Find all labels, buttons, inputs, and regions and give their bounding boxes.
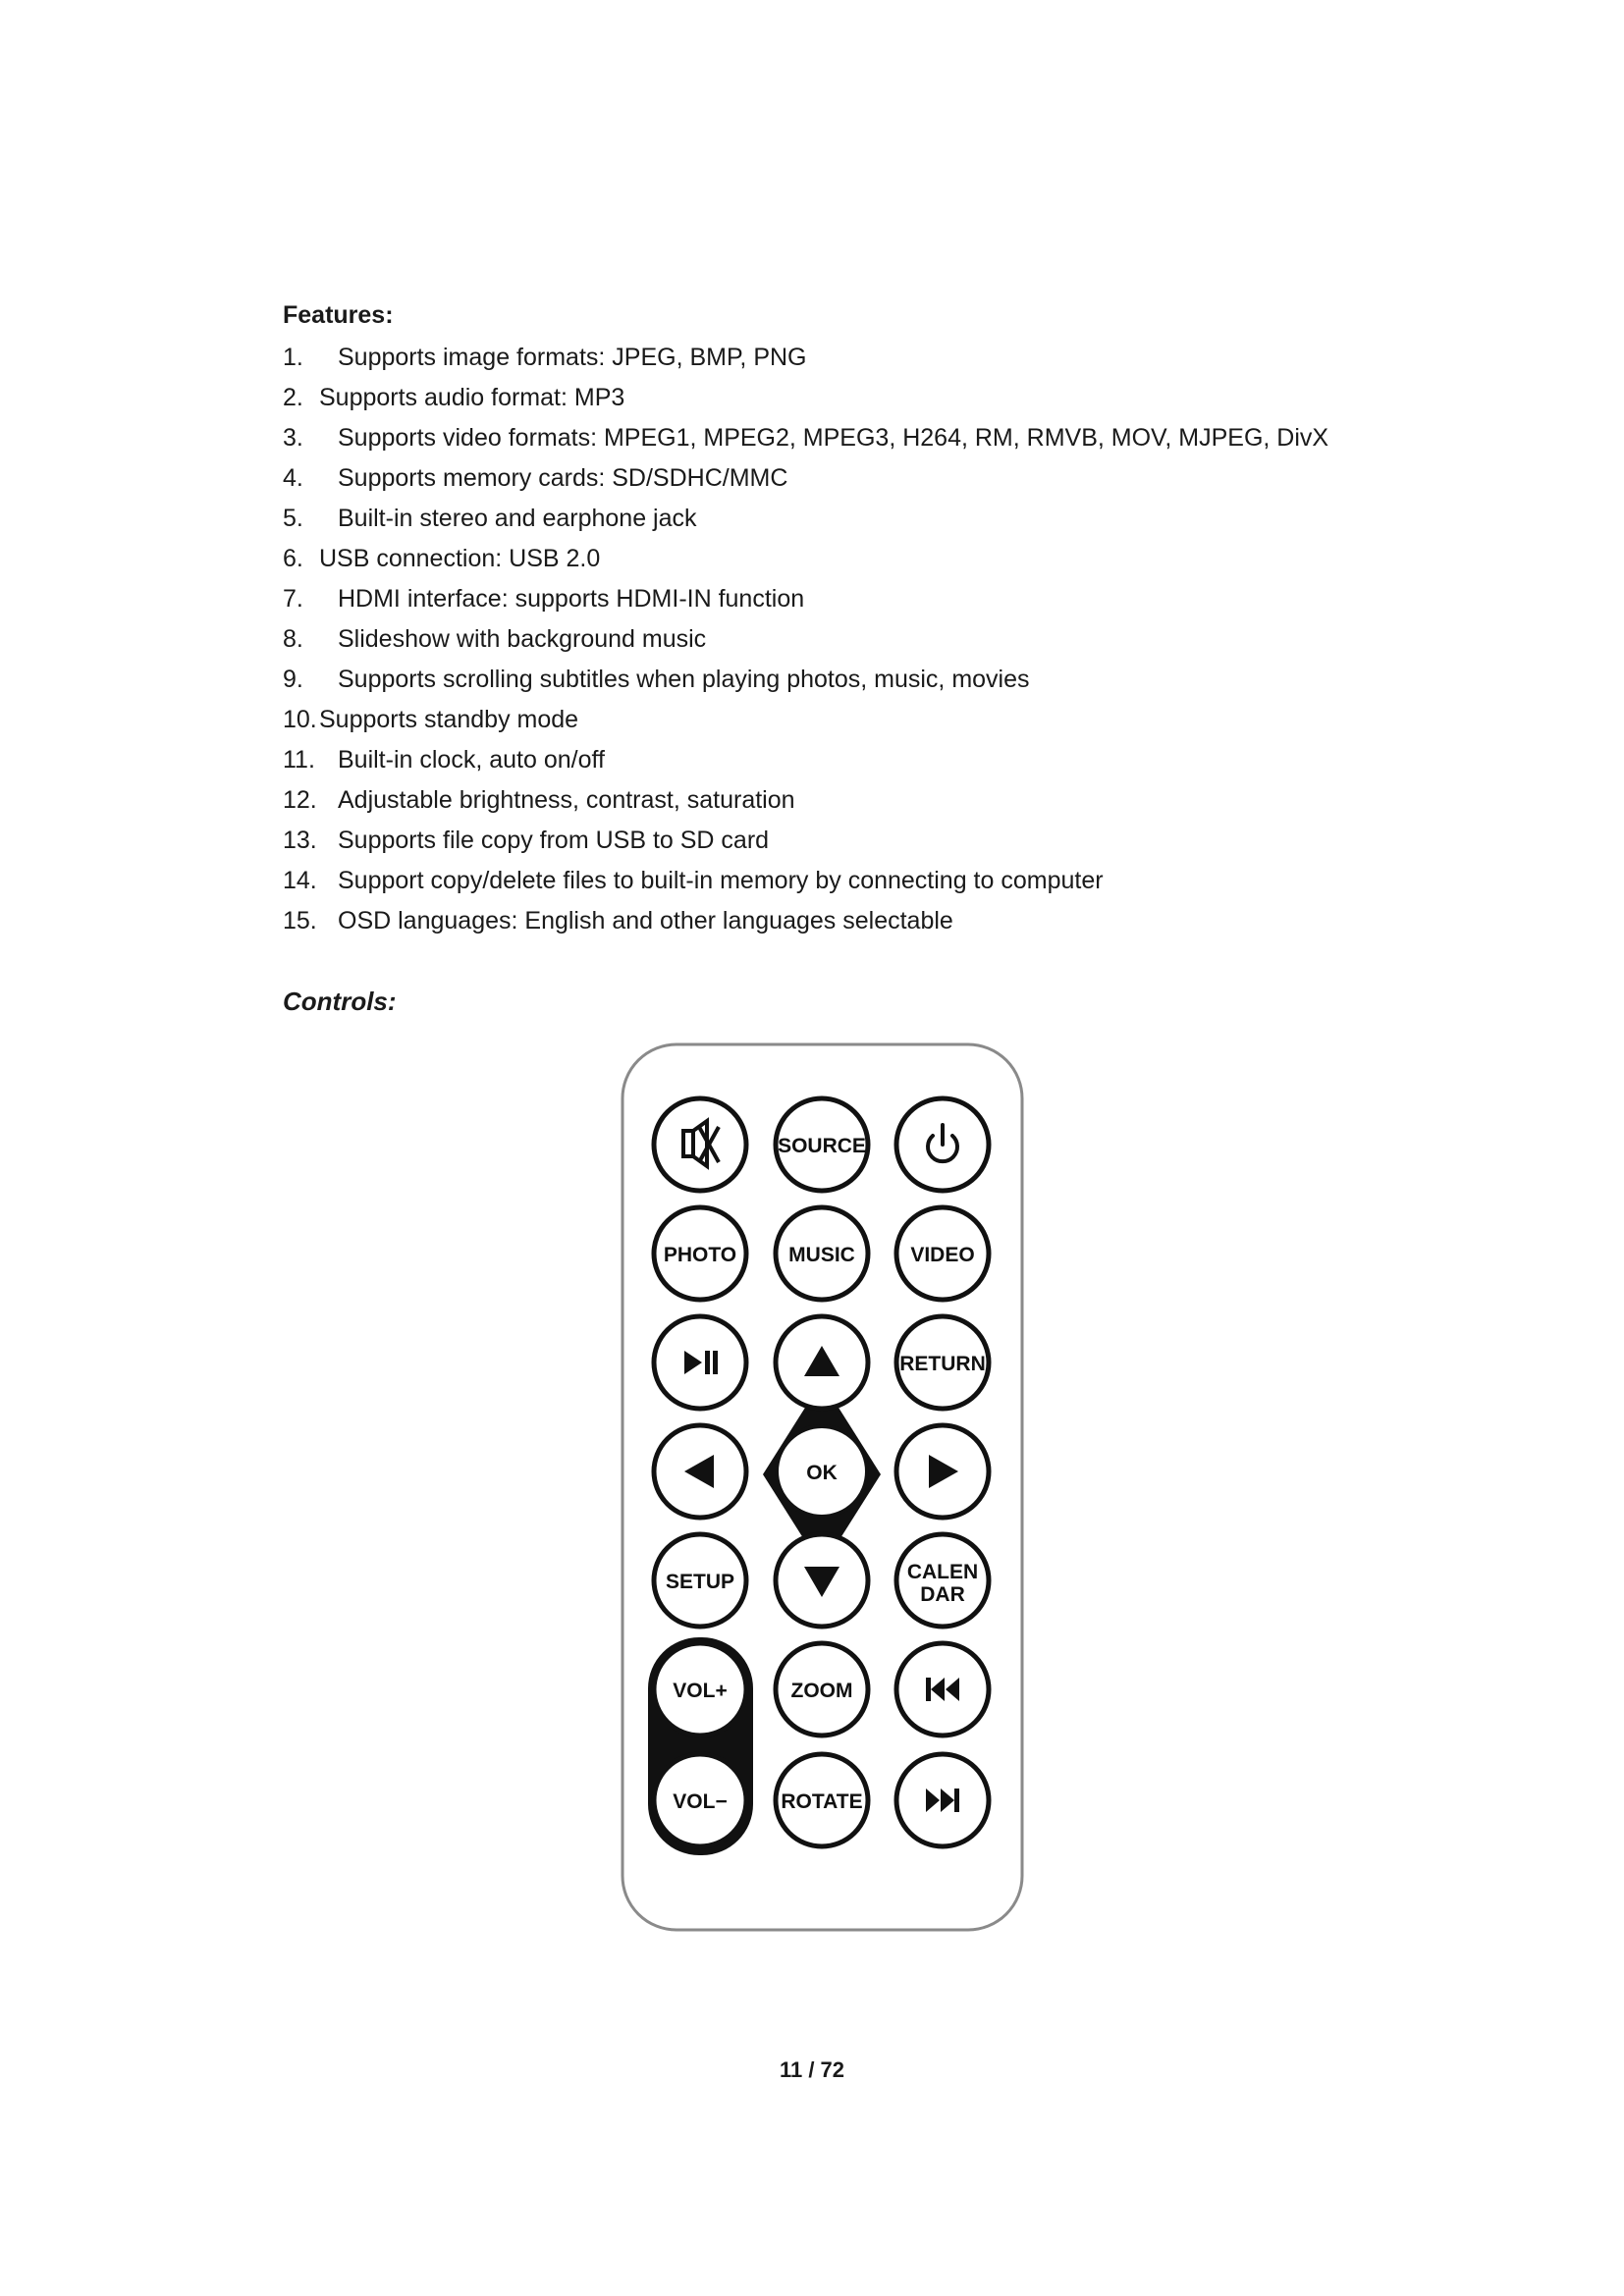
list-item-number: 14. xyxy=(283,867,317,894)
list-item-text: Built-in clock, auto on/off xyxy=(338,746,605,774)
list-item-text: Support copy/delete files to built-in memory by connecting to computer xyxy=(338,867,1104,894)
list-item xyxy=(283,903,1328,943)
video-button[interactable] xyxy=(896,1207,989,1300)
page-number: 11 / 72 xyxy=(779,2057,845,2082)
music-label: MUSIC xyxy=(788,1244,855,1266)
list-item xyxy=(283,702,1328,742)
list-item xyxy=(283,581,1328,621)
list-item-text: Adjustable brightness, contrast, saturation xyxy=(338,786,795,814)
list-item xyxy=(283,380,1328,420)
list-item-text: Supports scrolling subtitles when playing photos, music, movies xyxy=(338,666,1030,693)
list-item-number: 10. xyxy=(283,706,317,733)
volume-down-button[interactable] xyxy=(654,1754,746,1846)
down-button[interactable] xyxy=(776,1534,868,1627)
list-item xyxy=(283,823,1328,863)
list-item xyxy=(283,742,1328,782)
list-item-text: Supports audio format: MP3 xyxy=(319,384,625,411)
photo-button[interactable] xyxy=(654,1207,746,1300)
return-button[interactable] xyxy=(896,1316,989,1409)
list-item xyxy=(283,460,1328,501)
zoom-button[interactable] xyxy=(776,1643,868,1735)
list-item-number: 4. xyxy=(283,464,303,492)
list-item-number: 2. xyxy=(283,384,303,411)
source-button[interactable] xyxy=(776,1098,868,1191)
volume-up-label: VOL+ xyxy=(673,1680,728,1702)
list-item-text: OSD languages: English and other languages selectable xyxy=(338,907,953,934)
list-item xyxy=(283,782,1328,823)
features-list xyxy=(283,340,1328,943)
features-heading: Features: xyxy=(283,301,394,329)
list-item-number: 5. xyxy=(283,505,303,532)
list-item-number: 11. xyxy=(283,746,315,774)
previous-button[interactable] xyxy=(896,1643,989,1735)
rotate-button[interactable] xyxy=(776,1754,868,1846)
remote-control-illustration xyxy=(621,1042,1024,1932)
volume-up-button[interactable] xyxy=(654,1643,746,1735)
list-item-number: 15. xyxy=(283,907,317,934)
music-button[interactable] xyxy=(776,1207,868,1300)
mute-button[interactable] xyxy=(654,1098,746,1191)
power-button[interactable] xyxy=(896,1098,989,1191)
play-pause-button[interactable] xyxy=(654,1316,746,1409)
source-label: SOURCE xyxy=(778,1135,866,1157)
list-item-number: 7. xyxy=(283,585,303,613)
zoom-label: ZOOM xyxy=(790,1680,853,1702)
list-item-number: 12. xyxy=(283,786,317,814)
left-button[interactable] xyxy=(654,1425,746,1518)
calendar-label-line2: DAR xyxy=(920,1583,965,1606)
list-item-text: HDMI interface: supports HDMI-IN function xyxy=(338,585,805,613)
list-item xyxy=(283,420,1328,460)
ok-label: OK xyxy=(806,1462,838,1484)
video-label: VIDEO xyxy=(910,1244,975,1266)
list-item-text: Supports file copy from USB to SD card xyxy=(338,827,770,854)
list-item xyxy=(283,541,1328,581)
calendar-label-line1: CALEN xyxy=(906,1561,979,1583)
next-button[interactable] xyxy=(896,1754,989,1846)
up-button[interactable] xyxy=(776,1316,868,1409)
list-item xyxy=(283,501,1328,541)
list-item-text: Slideshow with background music xyxy=(338,625,707,653)
right-button[interactable] xyxy=(896,1425,989,1518)
list-item xyxy=(283,621,1328,662)
list-item-text: USB connection: USB 2.0 xyxy=(319,545,601,572)
ok-button[interactable] xyxy=(777,1426,867,1517)
setup-button[interactable] xyxy=(654,1534,746,1627)
list-item-text: Supports video formats: MPEG1, MPEG2, MPEG3, H264, RM, RMVB, MOV, MJPEG, DivX xyxy=(338,424,1329,452)
list-item-text: Supports image formats: JPEG, BMP, PNG xyxy=(338,344,807,371)
calendar-button[interactable] xyxy=(896,1534,989,1627)
list-item-number: 1. xyxy=(283,344,303,371)
controls-heading: Controls: xyxy=(283,987,397,1016)
list-item-text: Supports memory cards: SD/SDHC/MMC xyxy=(338,464,788,492)
list-item-text: Built-in stereo and earphone jack xyxy=(338,505,697,532)
list-item xyxy=(283,863,1328,903)
list-item xyxy=(283,340,1328,380)
volume-down-label: VOL− xyxy=(673,1790,728,1813)
setup-label: SETUP xyxy=(665,1571,735,1593)
return-label: RETURN xyxy=(899,1353,986,1375)
list-item-number: 3. xyxy=(283,424,303,452)
list-item-text: Supports standby mode xyxy=(319,706,579,733)
rotate-label: ROTATE xyxy=(781,1790,863,1813)
list-item-number: 8. xyxy=(283,625,303,653)
list-item-number: 13. xyxy=(283,827,317,854)
list-item xyxy=(283,662,1328,702)
photo-label: PHOTO xyxy=(663,1244,737,1266)
list-item-number: 6. xyxy=(283,545,303,572)
list-item-number: 9. xyxy=(283,666,303,693)
